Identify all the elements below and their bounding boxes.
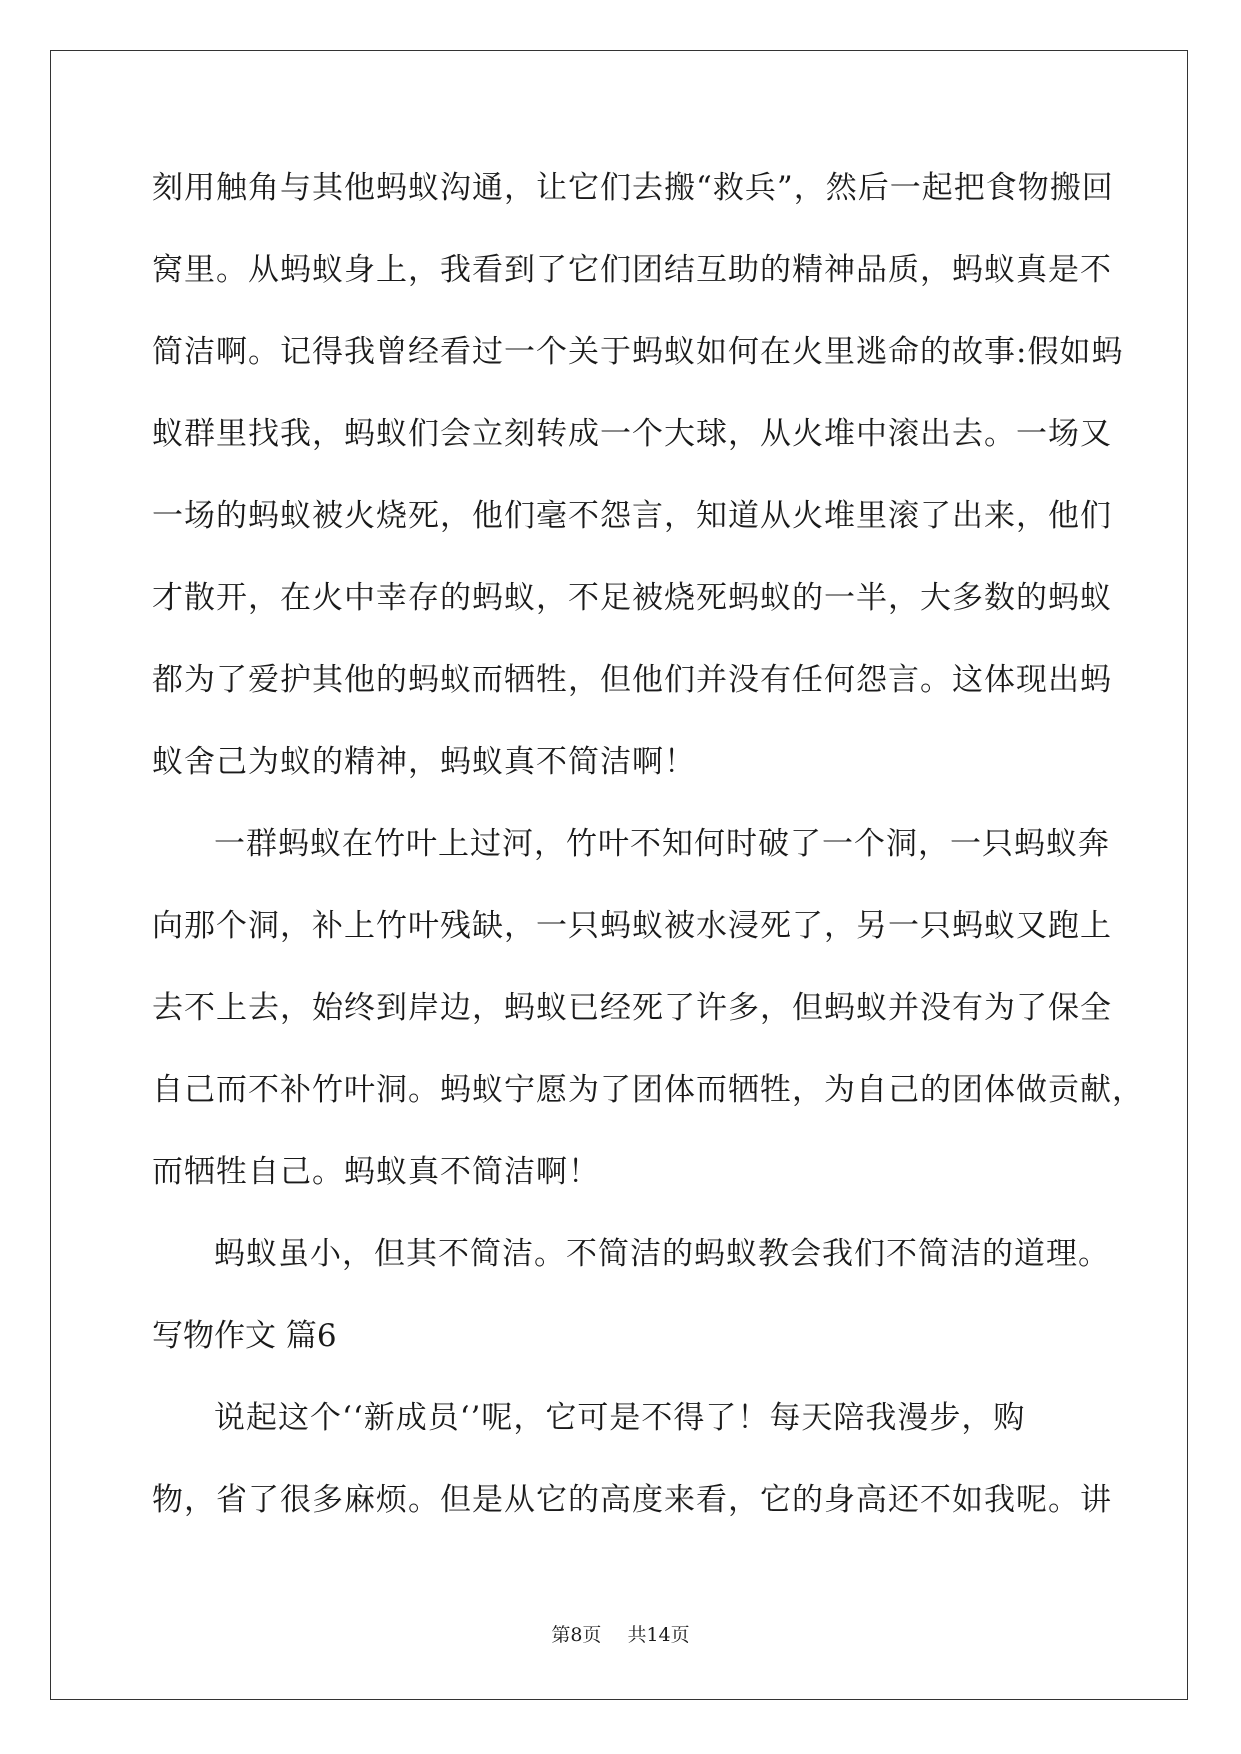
text-line: 说起这个‘‘新成员‘’呢，它可是不得了！每天陪我漫步，购 [214, 1400, 1026, 1436]
text-line: 去不上去，始终到岸边，蚂蚁已经死了许多，但蚂蚁并没有为了保全 [152, 990, 1112, 1026]
section-heading: 写物作文 篇6 [152, 1318, 337, 1354]
text-line: 蚁群里找我，蚂蚁们会立刻转成一个大球，从火堆中滚出去。一场又 [152, 416, 1112, 452]
text-line: 自己而不补竹叶洞。蚂蚁宁愿为了团体而牺牲，为自己的团体做贡献， [152, 1072, 1144, 1108]
text-line: 向那个洞，补上竹叶残缺，一只蚂蚁被水浸死了，另一只蚂蚁又跑上 [152, 908, 1112, 944]
text-line: 蚁舍己为蚁的精神，蚂蚁真不简洁啊！ [152, 744, 696, 780]
text-line: 一群蚂蚁在竹叶上过河，竹叶不知何时破了一个洞，一只蚂蚁奔 [214, 826, 1110, 862]
text-line: 窝里。从蚂蚁身上，我看到了它们团结互助的精神品质，蚂蚁真是不 [152, 252, 1112, 288]
page-total: 共14页 [627, 1624, 690, 1646]
text-line: 一场的蚂蚁被火烧死，他们毫不怨言，知道从火堆里滚了出来，他们 [152, 498, 1112, 534]
text-line: 都为了爱护其他的蚂蚁而牺牲，但他们并没有任何怨言。这体现出蚂 [152, 662, 1112, 698]
page-footer [0, 1620, 1241, 1647]
text-line: 简洁啊。记得我曾经看过一个关于蚂蚁如何在火里逃命的故事:假如蚂 [152, 334, 1124, 370]
text-line: 蚂蚁虽小，但其不简洁。不简洁的蚂蚁教会我们不简洁的道理。 [214, 1236, 1110, 1272]
document-body [152, 158, 1144, 1552]
text-line: 物，省了很多麻烦。但是从它的高度来看，它的身高还不如我呢。讲 [152, 1482, 1112, 1518]
page-number: 第8页 [551, 1624, 602, 1646]
text-line: 刻用触角与其他蚂蚁沟通，让它们去搬“救兵”，然后一起把食物搬回 [152, 170, 1114, 206]
text-line: 才散开，在火中幸存的蚂蚁，不足被烧死蚂蚁的一半，大多数的蚂蚁 [152, 580, 1112, 616]
text-line: 而牺牲自己。蚂蚁真不简洁啊！ [152, 1154, 600, 1190]
